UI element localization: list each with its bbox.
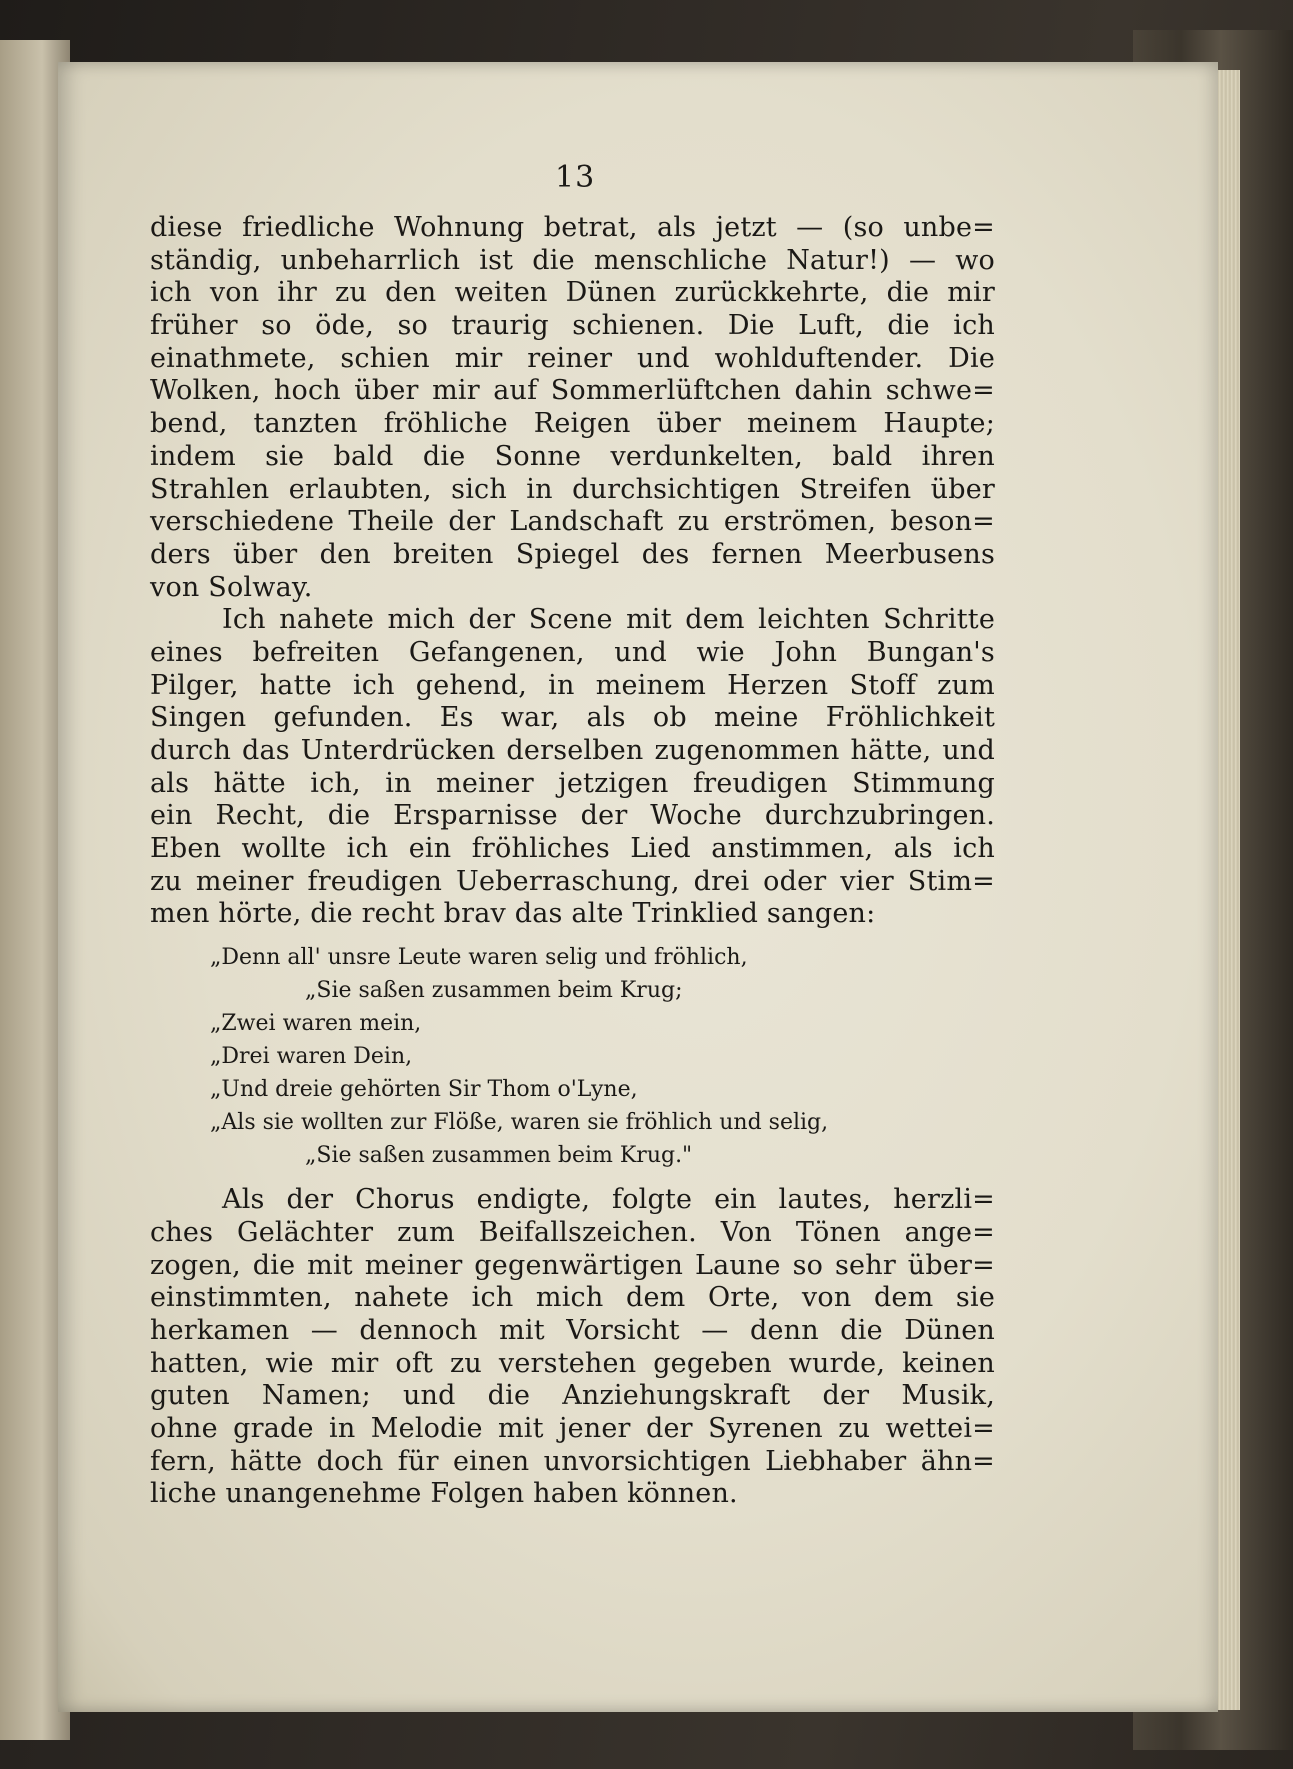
text-line: fern, hätte doch für einen unvorsichtigen Liebhaber ähn= — [150, 1445, 995, 1477]
text-line: durch das Unterdrücken derselben zugenommen hätte, und — [150, 735, 995, 766]
verse-line: „Sie saßen zusammen beim Krug; — [305, 978, 683, 1004]
paragraph-1 — [150, 212, 995, 604]
text-line: Pilger, hatte ich gehend, in meinem Herzen Stoff zum — [150, 669, 995, 701]
text-line: als hätte ich, in meiner jetzigen freudigen Stimmung — [150, 767, 995, 799]
verse-line: „Als sie wollten zur Flöße, waren sie fröhlich und selig, — [210, 1110, 829, 1136]
song-verse — [150, 941, 995, 1172]
page-number: 13 — [555, 160, 596, 195]
text-line: verschiedene Theile der Landschaft zu erströmen, beson= — [150, 506, 995, 538]
text-line: Singen gefunden. Es war, als ob meine Fröhlichkeit — [150, 702, 995, 734]
text-line: guten Namen; und die Anziehungskraft der Musik, — [150, 1380, 995, 1412]
paragraph-3 — [150, 1184, 995, 1511]
text-line: von Solway. — [150, 571, 313, 603]
text-line: zogen, die mit meiner gegenwärtigen Laune so sehr über= — [150, 1249, 995, 1281]
text-line: ohne grade in Melodie mit jener der Syrenen zu wettei= — [150, 1412, 995, 1444]
text-line: ich von ihr zu den weiten Dünen zurückkehrte, die mir — [150, 277, 995, 309]
text-line: zu meiner freudigen Ueberraschung, drei oder vier Stim= — [150, 865, 995, 897]
text-line: ein Recht, die Ersparnisse der Woche durchzubringen. — [150, 800, 995, 832]
text-line: ders über den breiten Spiegel des fernen Meerbusens — [150, 538, 995, 570]
text-line: früher so öde, so traurig schienen. Die Luft, die ich — [150, 310, 995, 342]
text-line: ches Gelächter zum Beifallszeichen. Von Tönen ange= — [150, 1216, 995, 1248]
text-line: eines befreiten Gefangenen, und wie John Bungan's — [150, 636, 995, 668]
text-line: bend, tanzten fröhliche Reigen über meinem Haupte; — [150, 408, 995, 440]
text-line: indem sie bald die Sonne verdunkelten, bald ihren — [150, 440, 995, 472]
text-line: liche unangenehme Folgen haben können. — [150, 1478, 738, 1510]
text-line: ständig, unbeharrlich ist die menschliche Natur!) — wo — [150, 244, 995, 276]
page-text — [150, 212, 995, 1511]
text-line: Als der Chorus endigte, folgte ein lautes, herzli= — [222, 1184, 995, 1216]
text-line: einathmete, schien mir reiner und wohlduftender. Die — [150, 342, 995, 374]
text-line: Eben wollte ich ein fröhliches Lied anstimmen, als ich — [150, 833, 995, 865]
verse-line: „Drei waren Dein, — [210, 1044, 413, 1070]
text-line: hatten, wie mir oft zu verstehen gegeben wurde, keinen — [150, 1347, 995, 1379]
verse-line: „Und dreie gehörten Sir Thom o'Lyne, — [210, 1077, 638, 1103]
text-line: Wolken, hoch über mir auf Sommerlüftchen dahin schwe= — [150, 375, 995, 407]
text-line: men hörte, die recht brav das alte Trinklied sangen: — [150, 898, 876, 930]
text-line: herkamen — dennoch mit Vorsicht — denn die Dünen — [150, 1314, 995, 1346]
verse-line: „Sie saßen zusammen beim Krug." — [305, 1143, 693, 1169]
verse-line: „Denn all' unsre Leute waren selig und fröhlich, — [210, 945, 748, 971]
text-line: einstimmten, nahete ich mich dem Orte, von dem sie — [150, 1282, 995, 1314]
verse-line: „Zwei waren mein, — [210, 1011, 422, 1037]
text-line: diese friedliche Wohnung betrat, als jetzt — (so unbe= — [150, 212, 995, 243]
text-line: Ich nahete mich der Scene mit dem leichten Schritte — [222, 604, 995, 636]
paragraph-2 — [150, 604, 995, 931]
text-line: Strahlen erlaubten, sich in durchsichtigen Streifen über — [150, 473, 995, 505]
